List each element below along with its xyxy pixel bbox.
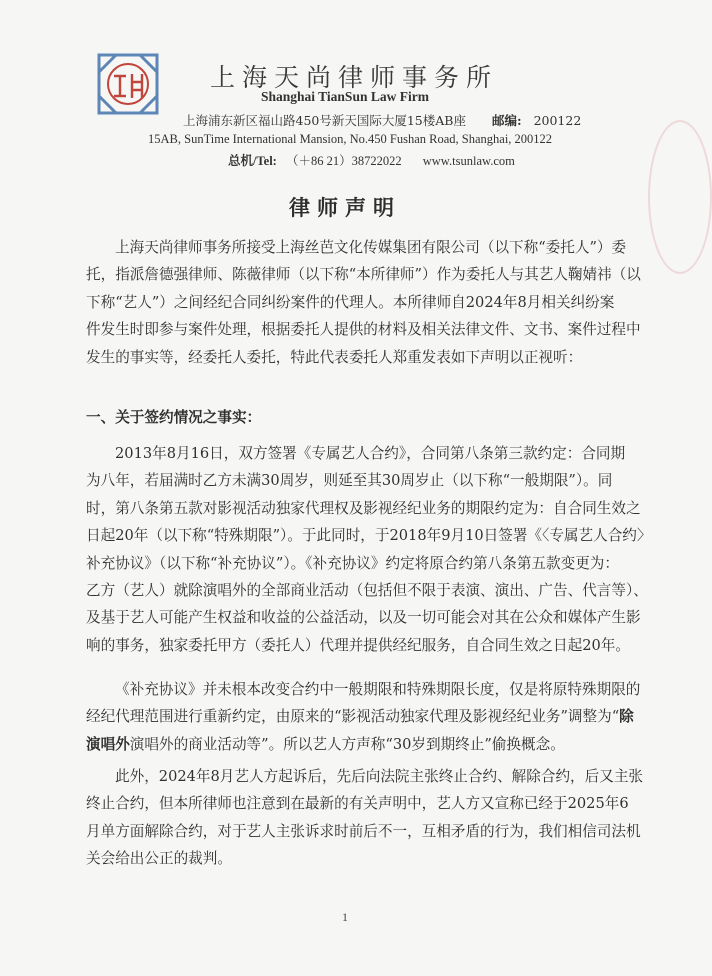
facts-paragraph-3 bbox=[86, 763, 644, 873]
document-title: 律师声明 bbox=[289, 195, 401, 220]
para2-line-3 bbox=[86, 731, 612, 758]
para1-line-7: 及基于艺人可能产生权益和收益的公益活动，以及一切可能会对其在公众和媒体产生影 bbox=[86, 609, 641, 627]
intro-paragraph bbox=[86, 234, 641, 371]
telephone-line bbox=[228, 151, 515, 169]
para3-line-3: 月单方面解除合约，对于艺人主张诉求时前后不一，互相矛盾的行为，我们相信司法机 bbox=[86, 822, 641, 840]
page-number: 1 bbox=[342, 910, 348, 924]
website: www.tsunlaw.com bbox=[422, 154, 515, 168]
section-1-heading: 一、关于签约情况之事实： bbox=[86, 409, 262, 426]
para1-line-4: 日起20年（以下称“特殊期限”）。于此同时，于2018年9月10日签署《〈专属艺人合约〉 bbox=[86, 527, 652, 545]
para2-bold-1: 除 bbox=[619, 708, 634, 726]
intro-line-1: 上海天尚律师事务所接受上海丝芭文化传媒集团有限公司（以下称“委托人”）委 bbox=[115, 239, 627, 256]
intro-line-5: 发生的事实等，经委托人委托，特此代表委托人郑重发表如下声明以正视听： bbox=[86, 348, 583, 366]
para1-line-6: 乙方（艺人）就除演唱外的全部商业活动（包括但不限于表演、演出、广告、代言等）、 bbox=[86, 582, 648, 600]
para2-line-3-text: 演唱外的商业活动等”。所以艺人方声称“30岁到期终止”偷换概念。 bbox=[129, 735, 565, 753]
para2-bold-2: 演唱外 bbox=[86, 735, 130, 753]
intro-line-2: 托，指派詹德强律师、陈薇律师（以下称“本所律师”）作为委托人与其艺人鞠婧祎（以 bbox=[86, 266, 641, 284]
para1-line-8: 响的事务，独家委托甲方（委托人）代理并提供经纪服务，自合同生效之日起20年。 bbox=[86, 636, 630, 654]
para2-line-2-text: 经纪代理范围进行重新约定，由原来的“影视活动独家代理及影视经纪业务”调整为“ bbox=[86, 708, 620, 726]
para3-line-1: 此外，2024年8月艺人方起诉后，先后向法院主张终止合约、解除合约，后又主张 bbox=[115, 768, 644, 785]
tel-number: （＋86 21）38722022 bbox=[285, 154, 402, 168]
firm-name-en: Shanghai TianSun Law Firm bbox=[261, 89, 429, 104]
para2-line-1: 《补充协议》并未根本改变合约中一般期限和特殊期限长度，仅是将原特殊期限的 bbox=[115, 681, 641, 698]
para3-line-4: 关会给出公正的裁判。 bbox=[86, 850, 232, 868]
para1-line-2: 为八年，若届满时乙方未满30周岁，则延至其30周岁止（以下称“一般期限”）。同 bbox=[86, 472, 613, 490]
address-cn-text: 上海浦东新区福山路450号新天国际大厦15楼AB座 bbox=[183, 113, 466, 128]
postcode-label: 邮编: bbox=[491, 113, 522, 128]
intro-line-3: 下称“艺人”）之间经纪合同纠纷案件的代理人。本所律师自2024年8月相关纠纷案 bbox=[86, 293, 615, 311]
firm-name-cn: 上海天尚律师事务所 bbox=[210, 63, 499, 92]
address-cn bbox=[183, 111, 581, 129]
para3-line-2: 终止合约，但本所律师也注意到在最新的有关声明中，艺人方又宣称已经于2025年6 bbox=[86, 795, 629, 813]
para1-line-1: 2013年8月16日，双方签署《专属艺人合约》，合同第八条第三款约定：合同期 bbox=[115, 445, 626, 462]
intro-line-4: 件发生时即参与案件处理，根据委托人提供的材料及相关法律文件、文书、案件过程中 bbox=[86, 321, 641, 339]
para1-line-5: 补充协议》（以下称“补充协议”）。《补充协议》约定将原合约第八条第五款变更为： bbox=[86, 554, 619, 572]
para2-line-2 bbox=[86, 703, 634, 730]
tel-label: 总机/Tel: bbox=[228, 154, 277, 168]
para1-line-3: 时，第八条第五款对影视活动独家代理权及影视经纪业务的期限约定为：自合同生效之 bbox=[86, 499, 641, 517]
facts-paragraph-2 bbox=[86, 676, 641, 758]
postcode: 200122 bbox=[533, 113, 582, 128]
address-en: 15AB, SunTime International Mansion, No.450 Fushan Road, Shanghai, 200122 bbox=[148, 132, 553, 146]
facts-paragraph-1 bbox=[86, 440, 652, 659]
